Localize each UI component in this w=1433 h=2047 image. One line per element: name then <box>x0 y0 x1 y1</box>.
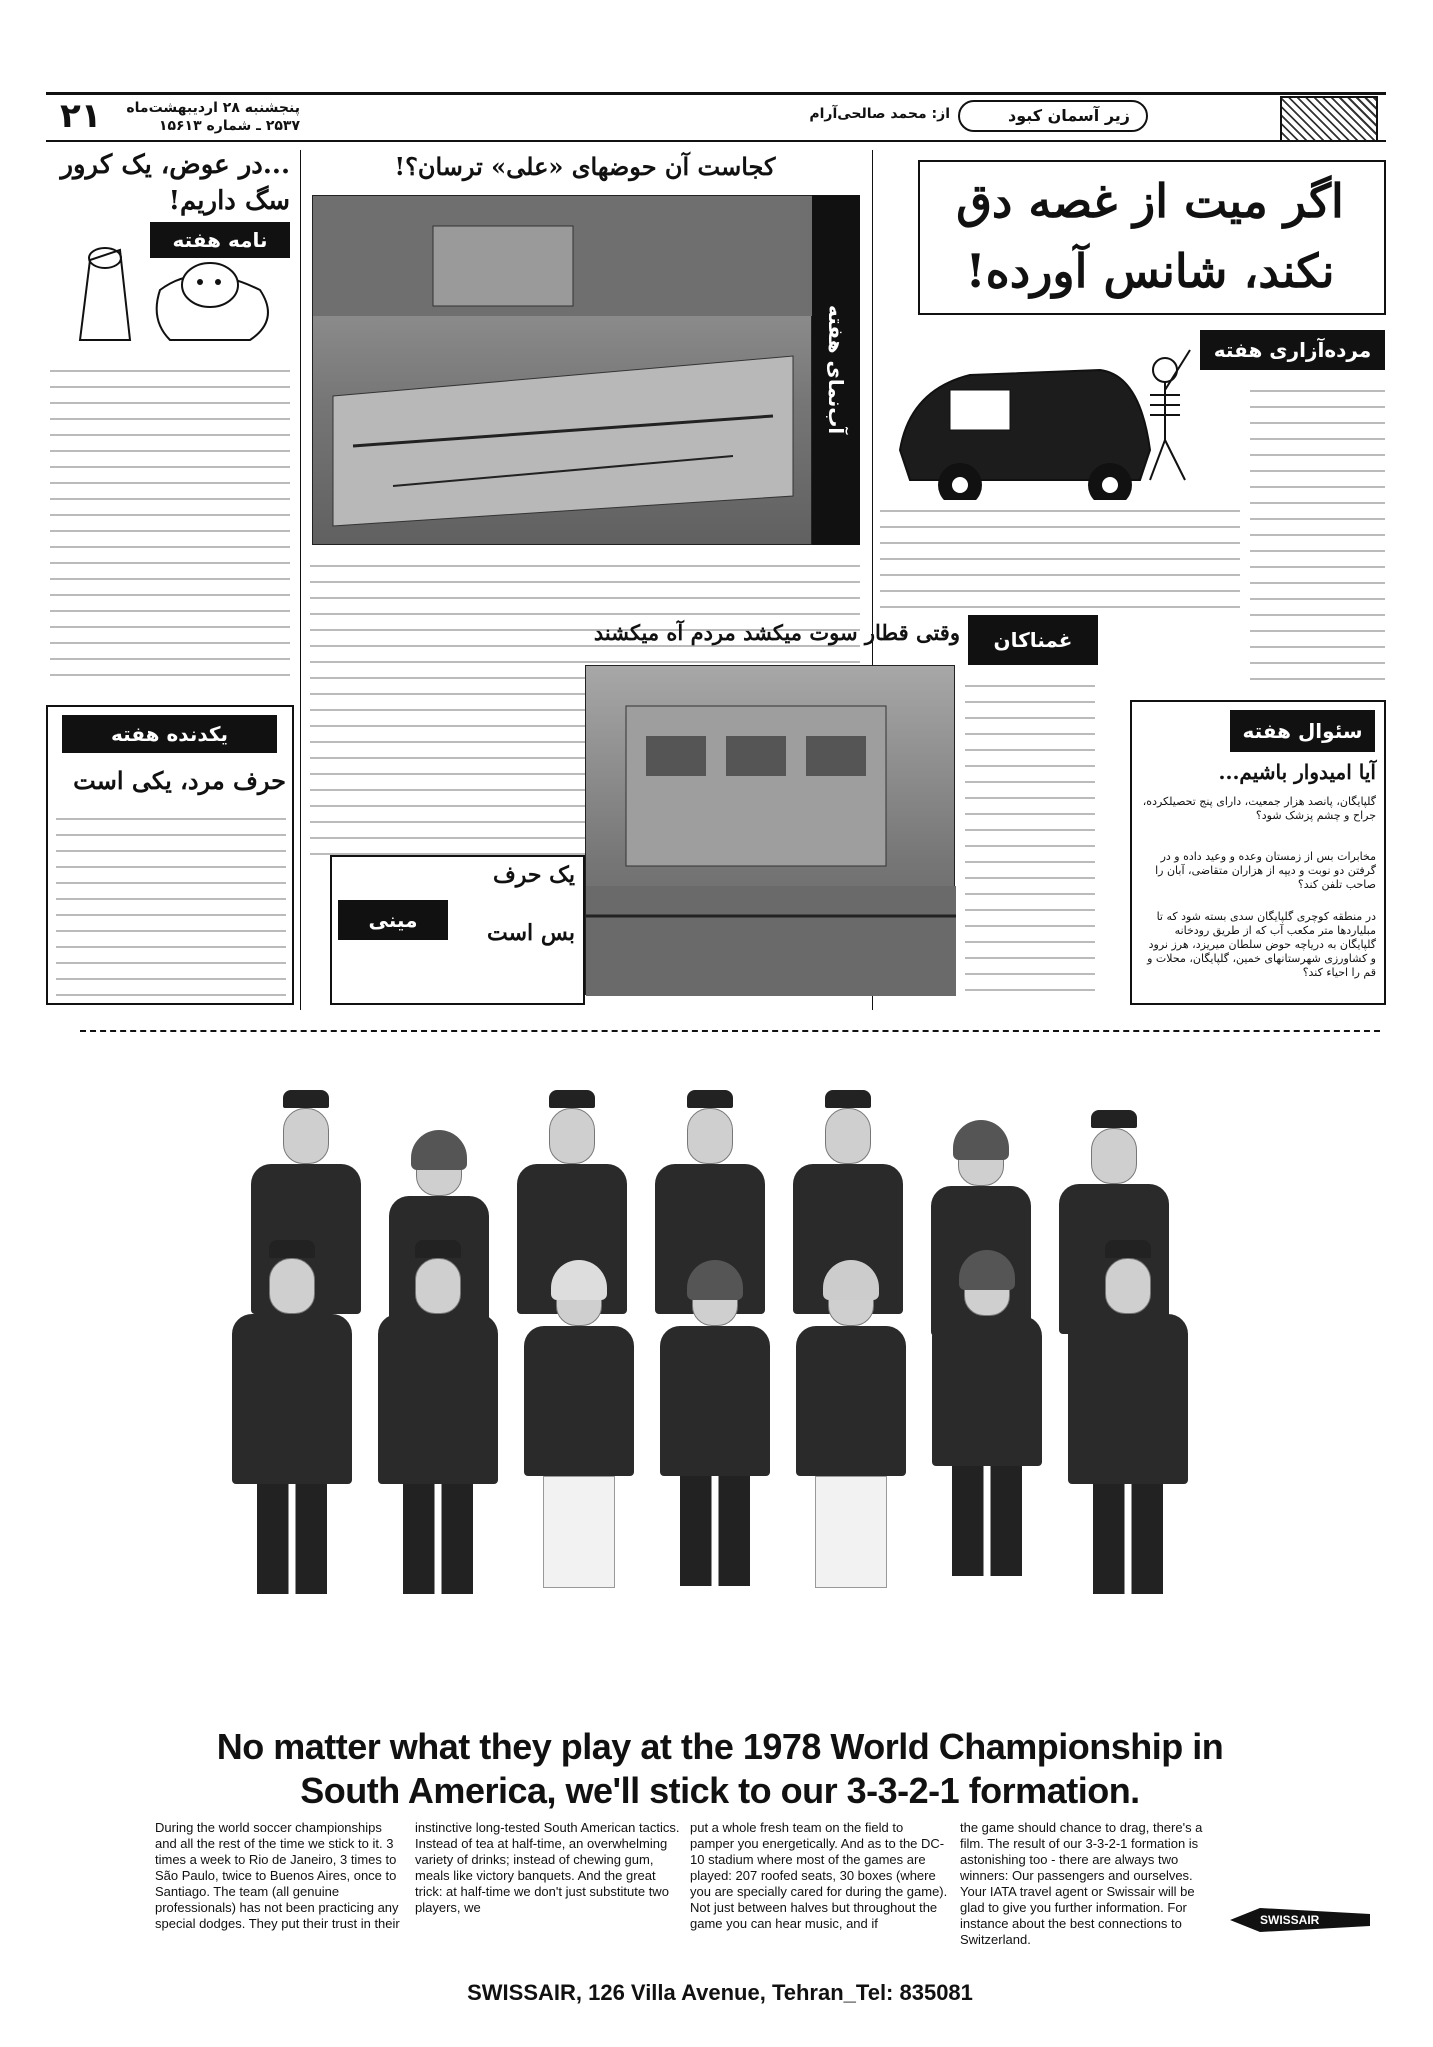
main-headline-line1: اگر میت از غصه دق <box>956 174 1344 228</box>
question-label: سئوال هفته <box>1230 710 1375 752</box>
column-title: زیر آسمان کبود <box>958 100 1148 132</box>
main-body-right <box>1250 380 1385 680</box>
train-photo <box>585 665 955 995</box>
mini-label: مینی مطلب <box>338 900 448 940</box>
dog-cartoon <box>60 230 290 350</box>
pools-photo <box>312 195 812 545</box>
yekdande-label: یکدنده هفته <box>62 715 277 753</box>
ad-footer: SWISSAIR, 126 Villa Avenue, Tehran_Tel: 835081 <box>467 1980 973 2005</box>
page-number: ۲۱ <box>60 96 102 136</box>
ad-headline-line1: No matter what they play at the 1978 World Championship in <box>216 1726 1224 1767</box>
column-rule <box>300 150 301 1010</box>
ad-copy-col3: put a whole fresh team on the field to pamper you energetically. And as to the DC-10 stadium where most of the games are played: 207 roofed seats, 30 boxes (where you are specially cared for during the game). Not just between halves but throughout the game you can hear music, and if <box>690 1820 948 1931</box>
mini-headline-line1: یک حرف <box>492 862 575 888</box>
header-bottom-rule <box>46 140 1386 142</box>
crew-member <box>524 1260 634 1594</box>
question-headline: آیا امیدوار باشیم... <box>1218 760 1376 784</box>
train-body <box>965 675 1095 1005</box>
masthead-logo <box>1280 96 1378 142</box>
sima-label-text: آب‌نمای هفته <box>824 305 848 435</box>
ad-headline-line2: South America, we'll stick to our 3-3-2-1 formation. <box>300 1770 1140 1811</box>
mini-headline-line2: بس است <box>487 920 575 946</box>
swissair-logo-text: SWISSAIR <box>1260 1913 1320 1927</box>
crew-member <box>932 1250 1042 1594</box>
question-bullet-1: گلپایگان، پانصد هزار جمعیت، دارای پنج تحصیلکرده، جراح و چشم پزشک شود؟ <box>1142 795 1376 822</box>
crew-member <box>796 1260 906 1594</box>
ad-copy-col2: instinctive long-tested South American tactics. Instead of tea at half-time, an overwhelming variety of drinks; instead of chewing gum, meals like victory banquets. And the great trick: at half-time we don't just substitute two players, we <box>415 1820 680 1915</box>
crew-photo <box>230 1090 1190 1720</box>
morde-azari-label: مرده‌آزاری هفته <box>1200 330 1385 370</box>
question-bullet-3: در منطقه کوچری گلپایگان سدی بسته شود که تا مبلیاردها متر مکعب آب که از طریق رودخانه گلپایگان به دریاچه حوض سلطان میریزد، هرز نرود و کشاورزی شهرستانهای خمین، گلپایگان، محلات و قم را احیاء کند؟ <box>1147 910 1376 979</box>
issue-line: ۲۵۳۷ ـ شماره ۱۵۶۱۳ <box>158 118 300 134</box>
ad-copy-col1: During the world soccer championships and all the rest of the time we stick to it. 3 times a week to Rio de Janeiro, 3 times to São Paulo, twice to Buenos Aires, once to Santiago. The team (all genuine professionals) has not been practicing any special dodges. They put their trust in their <box>155 1820 400 1931</box>
question-bullet-2: مخابرات بس از زمستان وعده و وعید داده و در گرفتن دو نوبت و دیپه از هزاران متقاضی، آبان را صاحب تلفن کند؟ <box>1155 850 1376 891</box>
main-body-lower <box>880 500 1240 610</box>
crew-member <box>378 1240 498 1594</box>
author-name: از: محمد صالحی‌آرام <box>809 106 950 122</box>
letter-headline-line1: ...در عوض، یک کرور <box>60 150 290 180</box>
letter-body <box>50 360 290 690</box>
ad-copy-col4: the game should chance to drag, there's a film. The result of our 3-3-2-1 formation is astonishing too - there are always two winners: Our passengers and ourselves. Your IATA travel agent or Swissair will be glad to give you further information. For instance about the best connections to Switzerland. <box>960 1820 1203 1947</box>
date-line: پنجشنبه ۲۸ اردیبهشت‌ماه <box>126 100 300 116</box>
pools-headline: کجاست آن حوضهای «علی» ترسان؟! <box>394 152 776 181</box>
swissair-logo <box>1230 1900 1370 1940</box>
car-cartoon <box>880 330 1200 520</box>
crew-front-row <box>230 1240 1190 1594</box>
train-headline: وقتی قطار سوت میکشد مردم آه میکشند <box>593 620 960 645</box>
header-top-rule <box>46 92 1386 95</box>
train-label: غمناکان <box>968 615 1098 665</box>
yekdande-body <box>56 808 286 998</box>
sima-label <box>812 195 860 545</box>
ad-divider <box>80 1030 1380 1032</box>
letter-label: نامه هفته <box>150 222 290 258</box>
letter-headline-line2: سگ داریم! <box>168 186 290 216</box>
crew-member <box>660 1260 770 1594</box>
yekdande-headline: حرف مرد، یکی است <box>73 766 286 795</box>
crew-member <box>1068 1240 1188 1594</box>
main-headline-line2: نکند، شانس آورده! <box>965 244 1335 298</box>
crew-member <box>232 1240 352 1594</box>
